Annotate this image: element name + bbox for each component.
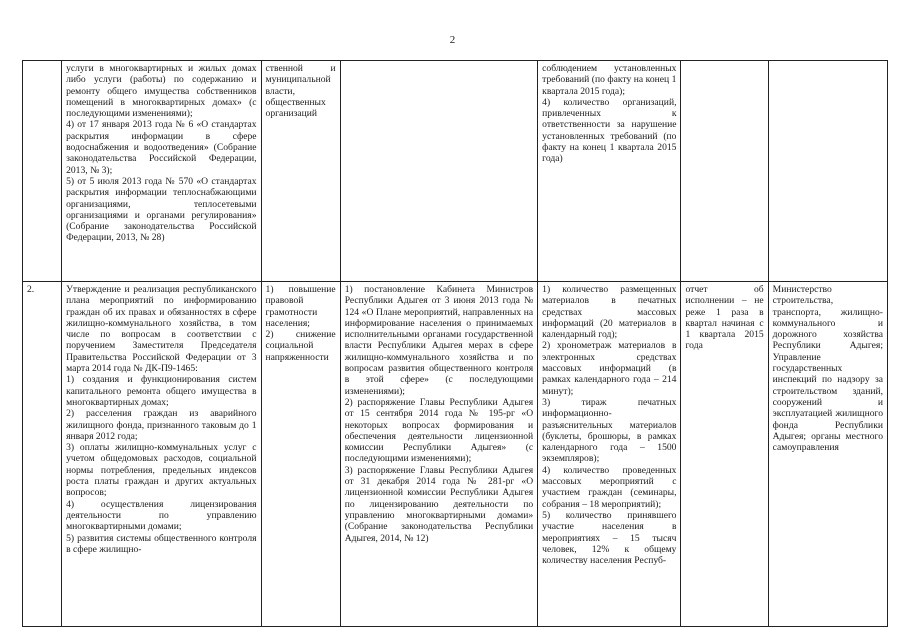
legal-acts-cell: [340, 282, 537, 627]
legal-acts-cell: [340, 61, 537, 282]
cell-paragraph: 2) распоряжение Главы Республики Адыгея от 15 сентября 2014 года № 195-рг «О некоторых вопросах формирования и обеспечения деятельности лицензионной комиссии Республики Адыгея» (с последующими изменениями);: [344, 396, 534, 465]
cell-paragraph: 4) количество проведенных массовых мероприятий с участием граждан (семинары, собрания – 18 мероприятий);: [542, 464, 677, 510]
table-row: [23, 282, 888, 627]
expected-result-cell: [261, 61, 340, 282]
cell-paragraph: Утверждение и реализация республиканского плана мероприятий по информированию граждан об их правах и обязанностях в сфере жилищно-коммунального хозяйства, в том числе по вопросам в соответствии с поручением Заместителя Председателя Правительства Российской Федерации от 3 марта 2014 года № ДК-П9-1465:: [66, 284, 257, 375]
cell-paragraph: 3) тираж печатных информационно-разъяснительных материалов (буклеты, брошюры, в рамках календарного года – 1500 экземпляров);: [542, 396, 677, 465]
cell-paragraph: услуги в многоквартирных и жилых домах либо услуги (работы) по содержанию и ремонту общего имущества собственников помещений в многоквартирных домах» (с последующими изменениями);: [66, 63, 257, 120]
cell-paragraph: 4) количество организаций, привлеченных к ответственности за нарушение установленных требований (по факту на конец 1 квартала 2015 года): [542, 96, 677, 165]
cell-paragraph: 5) количество принявшего участие населения в мероприятиях – 15 тысяч человек, 12% к общему количеству населения Респуб-: [542, 509, 677, 567]
cell-paragraph: 2) снижение социальной напряженности: [265, 329, 336, 363]
measures-table: [22, 60, 888, 627]
expected-result-cell: [261, 282, 340, 627]
responsible-cell: [768, 282, 887, 627]
cell-paragraph: соблюдением установленных требований (по факту на конец 1 квартала 2015 года);: [542, 63, 677, 97]
indicators-cell: [538, 61, 681, 282]
responsible-cell: [768, 61, 887, 282]
row-number-cell: 2.: [23, 282, 62, 627]
row-number-cell: [23, 61, 62, 282]
report-cell: [681, 61, 768, 282]
task-cell: [62, 61, 261, 282]
cell-paragraph: 1) создания и функционирования систем капитального ремонта общего имущества в многоквартирных домах;: [66, 374, 257, 408]
cell-paragraph: 1) повышение правовой грамотности населения;: [265, 284, 336, 329]
report-cell: [681, 282, 768, 627]
cell-paragraph: 1) количество размещенных материалов в печатных средствах массовых информаций (20 материалов в календарный год);: [542, 284, 677, 341]
cell-paragraph: 5) от 5 июля 2013 года № 570 «О стандартах раскрытия информации теплоснабжающими организациями, теплосетевыми организациями и органами регулирования» (Собрание законодательства Российской Федерации, 2013, № 28): [66, 175, 257, 244]
cell-paragraph: отчет об исполнении – не реже 1 раза в квартал начиная с 1 квартала 2015 года: [685, 284, 764, 352]
table-row: [23, 61, 888, 282]
cell-paragraph: ственной и муниципальной власти, общественных организаций: [265, 63, 336, 120]
cell-paragraph: 4) осуществления лицензирования деятельности по управлению многоквартирными домами;: [66, 498, 257, 533]
cell-paragraph: 5) развития системы общественного контроля в сфере жилищно-: [66, 532, 257, 555]
cell-paragraph: 1) постановление Кабинета Министров Республики Адыгея от 3 июня 2013 года № 124 «О Плане мероприятий, направленных на информирование населения о принимаемых исполнительными органами государственной власти Республики Адыгея мерах в сфере жилищно-коммунального хозяйства и по вопросам развития общественного контроля в этой сфере» (с последующими изменениями);: [344, 284, 534, 397]
cell-paragraph: 3) распоряжение Главы Республики Адыгея от 31 декабря 2014 года № 281-рг «О лицензионной комиссии Республики Адыгея по лицензированию деятельности по управлению многоквартирными домами» (Собрание законодательства Республики Адыгея, 2014, № 12): [344, 464, 534, 544]
cell-paragraph: Министерство строительства, транспорта, жилищно-коммунального и дорожного хозяйства Республики Адыгея; Управление государственных инспекций по надзору за строительством зданий, сооружений и эксплуатацией жилищного фонда Республики Адыгея; органы местного самоуправления: [772, 284, 883, 454]
indicators-cell: [538, 282, 681, 627]
cell-paragraph: 3) оплаты жилищно-коммунальных услуг с учетом общедомовых расходов, социальной нормы потребления, предельных индексов роста платы граждан и других актуальных вопросов;: [66, 442, 257, 499]
task-cell: [62, 282, 261, 627]
page-number: 2: [449, 34, 456, 46]
cell-paragraph: 2) хронометраж материалов в электронных средствах массовых информаций (в рамках календарного года – 214 минут);: [542, 340, 677, 397]
cell-paragraph: 4) от 17 января 2013 года № 6 «О стандартах раскрытия информации в сфере водоснабжения и водоотведения» (Собрание законодательства Российской Федерации, 2013, № 3);: [66, 119, 257, 176]
cell-paragraph: 2) расселения граждан из аварийного жилищного фонда, признанного таковым до 1 января 2012 года;: [66, 408, 257, 442]
